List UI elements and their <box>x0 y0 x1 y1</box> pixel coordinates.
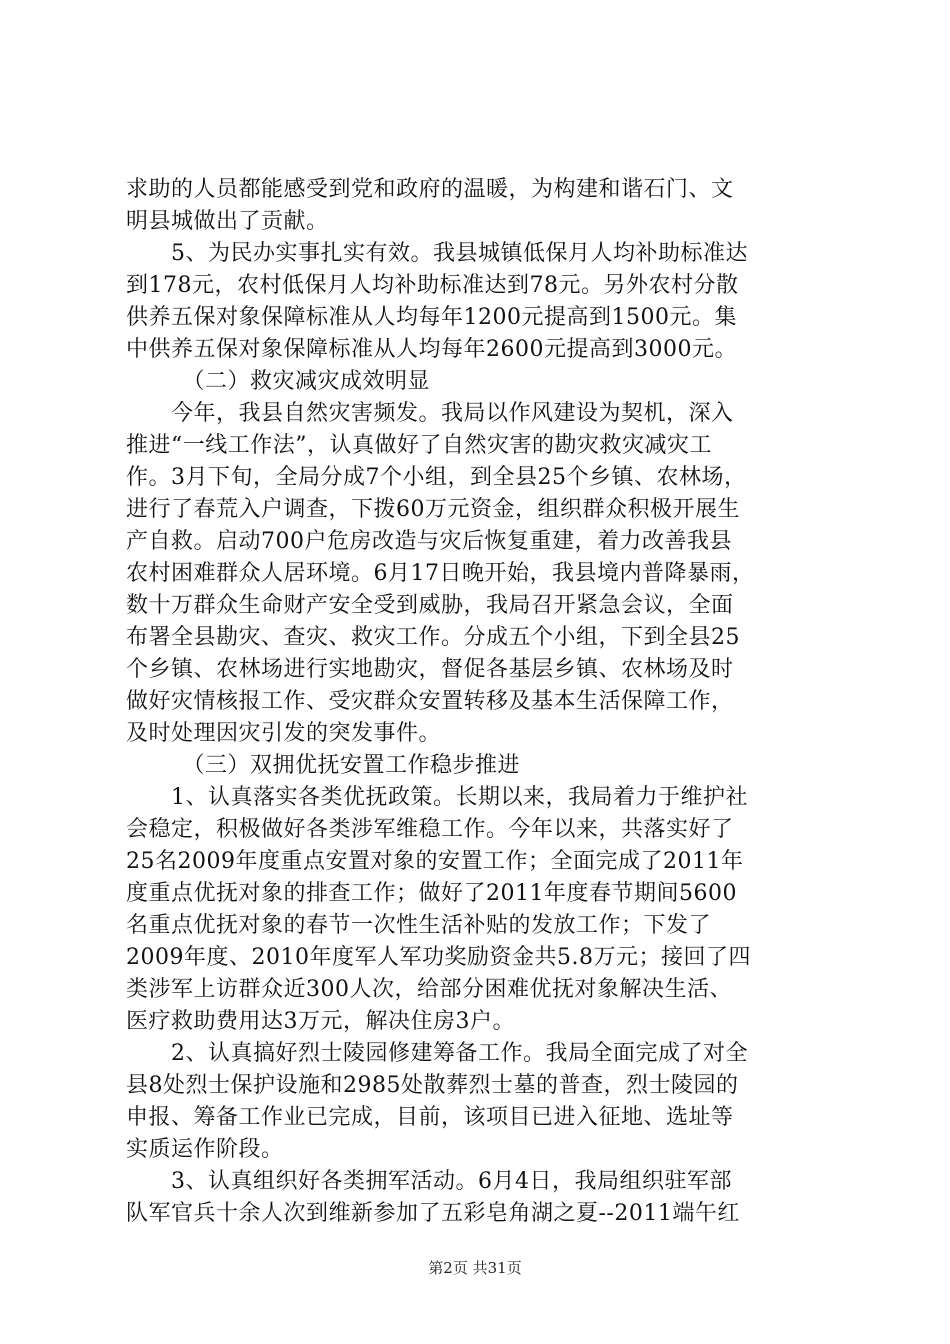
text-line: 队军官兵十余人次到维新参加了五彩皂角湖之夏--2011端午红 <box>126 1201 740 1226</box>
text-line: 申报、筹备工作业已完成，目前，该项目已进入征地、选址等 <box>126 1105 734 1130</box>
text-line: 5、为民办实事扎实有效。我县城镇低保月人均补助标准达 <box>126 241 748 266</box>
text-line: 个乡镇、农林场进行实地勘灾，督促各基层乡镇、农林场及时 <box>126 657 734 682</box>
text-line: 农村困难群众人居环境。6月17日晚开始，我县境内普降暴雨， <box>126 561 755 586</box>
text-line: 度重点优抚对象的排查工作；做好了2011年度春节期间5600 <box>126 881 737 906</box>
text-line: 2009年度、2010年度军人军功奖励资金共5.8万元；接回了四 <box>126 945 751 970</box>
text-line: 1、认真落实各类优抚政策。长期以来，我局着力于维护社 <box>126 785 748 810</box>
text-line: 供养五保对象保障标准从人均每年1200元提高到1500元。集 <box>126 305 737 330</box>
text-line: 到178元，农村低保月人均补助标准达到78元。另外农村分散 <box>126 273 739 298</box>
text-line: 县8处烈士保护设施和2985处散葬烈士墓的普查，烈士陵园的 <box>126 1073 739 1098</box>
section-heading: （二）救灾减灾成效明显 <box>126 369 431 394</box>
section-heading: （三）双拥优抚安置工作稳步推进 <box>126 753 521 778</box>
text-line: 及时处理因灾引发的突发事件。 <box>126 721 442 746</box>
text-line: 医疗救助费用达3万元，解决住房3户。 <box>126 1009 515 1034</box>
text-line: 布署全县勘灾、查灾、救灾工作。分成五个小组，下到全县25 <box>126 625 740 650</box>
text-line: 明县城做出了贡献。 <box>126 209 329 234</box>
text-line: 今年，我县自然灾害频发。我局以作风建设为契机，深入 <box>126 401 734 426</box>
text-line: 实质运作阶段。 <box>126 1137 284 1162</box>
text-line: 类涉军上访群众近300人次，给部分困难优抚对象解决生活、 <box>126 977 732 1002</box>
text-line: 中供养五保对象保障标准从人均每年2600元提高到3000元。 <box>126 337 737 362</box>
text-line: 25名2009年度重点安置对象的安置工作；全面完成了2011年 <box>126 849 744 874</box>
text-line: 3、认真组织好各类拥军活动。6月4日，我局组织驻军部 <box>126 1169 732 1194</box>
text-line: 进行了春荒入户调查，下拨60万元资金，组织群众积极开展生 <box>126 497 740 522</box>
text-line: 作。3月下旬，全局分成7个小组，到全县25个乡镇、农林场， <box>126 465 747 490</box>
text-line: 求助的人员都能感受到党和政府的温暖，为构建和谐石门、文 <box>126 177 734 202</box>
text-line: 推进“一线工作法”，认真做好了自然灾害的勘灾救灾减灾工 <box>126 433 712 458</box>
text-line: 做好灾情核报工作、受灾群众安置转移及基本生活保障工作， <box>126 689 734 714</box>
text-line: 数十万群众生命财产安全受到威胁，我局召开紧急会议，全面 <box>126 593 734 618</box>
text-line: 2、认真搞好烈士陵园修建筹备工作。我局全面完成了对全 <box>126 1041 748 1066</box>
text-line: 名重点优抚对象的春节一次性生活补贴的发放工作；下发了 <box>126 913 712 938</box>
page-number-footer: 第2页 共31页 <box>428 1259 522 1277</box>
text-line: 会稳定，积极做好各类涉军维稳工作。今年以来，共落实好了 <box>126 817 734 842</box>
text-line: 产自救。启动700户危房改造与灾后恢复重建，着力改善我县 <box>126 529 732 554</box>
